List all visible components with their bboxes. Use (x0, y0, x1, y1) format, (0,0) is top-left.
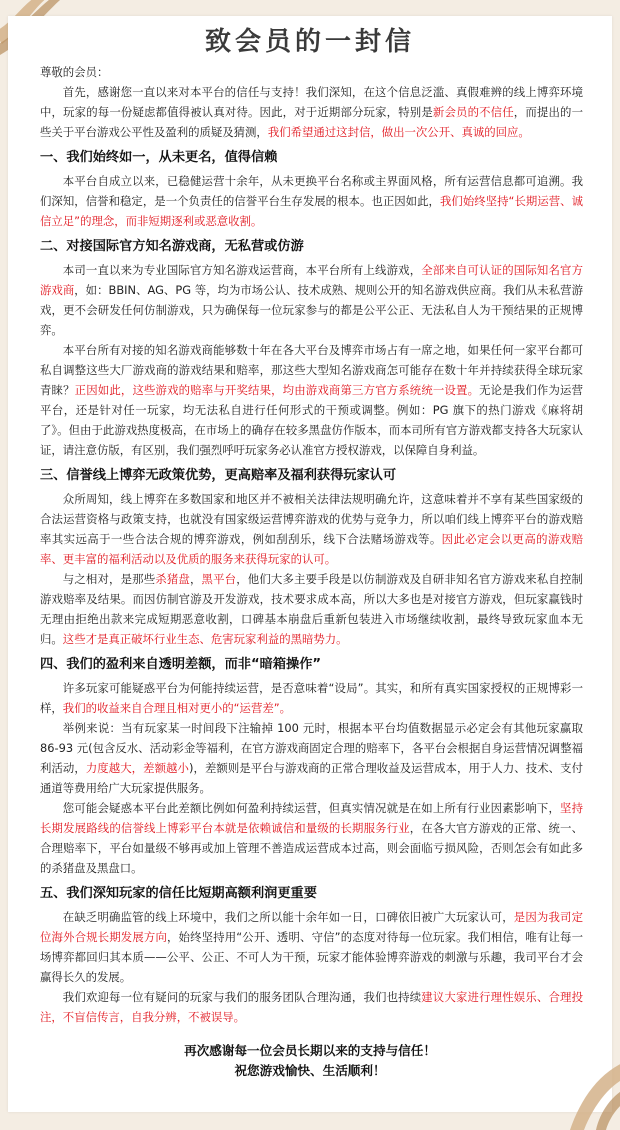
intro-paragraph (40, 82, 583, 142)
body-text: 我们欢迎每一位有疑问的玩家与我们的服务团队合理沟通，我们也持续 (62, 990, 422, 1004)
body-text: 与之相对，是那些 (62, 572, 156, 586)
section-paragraph (40, 907, 583, 987)
highlight-text: 我们始终坚持“长期运营、诚信立足”的理念，而非短期逐利或恶意收割。 (40, 194, 583, 228)
body-text: 许多玩家可能疑惑平台为何能持续运营，是否意味着“设局”。其实，和所有真实国家授权的正规博彩一样， (40, 681, 583, 715)
highlight-text: 是因为我司定位海外合规长期发展方向 (40, 910, 583, 944)
highlight-text: 全部来自可认证的国际知名官方游戏商 (40, 263, 583, 297)
section-heading: 二、对接国际官方知名游戏商，无私营或仿游 (40, 239, 304, 254)
section-paragraph (40, 798, 583, 878)
section-paragraph (40, 171, 583, 231)
section-paragraph (40, 489, 583, 569)
body-text: 您可能会疑惑本平台此差额比例如何盈利持续运营，但真实情况就是在如上所有行业因素影响下， (62, 801, 561, 815)
body-text: ，始终坚持用“公开、透明、守信”的态度对待每一位玩家。我们相信，唯有让每一场博弈都回归其本质——公平、公正、不可人为干预，玩家才能体验博弈游戏的刺激与乐趣，我司平台才会赢得长久的发展。 (40, 930, 583, 984)
section-paragraph (40, 340, 583, 460)
section-heading: 四、我们的盈利来自透明差额，而非“暗箱操作” (40, 657, 322, 672)
highlight-text: 我们希望通过这封信，做出一次公开、真诚的回应。 (267, 125, 530, 139)
body-text: ， (189, 572, 202, 586)
body-text: 本司一直以来为专业国际官方知名游戏运营商，本平台所有上线游戏， (62, 263, 422, 277)
body-text: 在缺乏明确监管的线上环境中，我们之所以能十余年如一日，口碑依旧被广大玩家认可， (62, 910, 514, 924)
section-paragraph (40, 987, 583, 1027)
section-heading: 三、信誉线上博弈无政策优势，更高赔率及福利获得玩家认可 (40, 468, 397, 483)
body-text: 本平台所有对接的知名游戏商能够数十年在各大平台及博弈市场占有一席之地，如果任何一家平台都可私自调整这些大厂游戏商的游戏结果和赔率，那这些大型知名游戏商怎可能存在数十年并持续获得全球玩家青睐？ (40, 343, 583, 397)
body-text: 无论是我们作为运营平台，还是针对任一玩家，均无法私自进行任何形式的干预或调整。例如：PG 旗下的热门游戏《麻将胡了》。但由于此游戏热度极高，在市场上的确存在较多黑盘仿作版本，而本司所有官方游戏都支持各大玩家认证，请注意仿版，有区别，我们强烈呼吁玩家务必认准官方授权游戏，以保障自身利益。 (40, 383, 583, 457)
highlight-text: 我们的收益来自合理且相对更小的“运营差”。 (62, 701, 292, 715)
body-text: ，在各大官方游戏的正常、统一、合理赔率下，平台如量级不够再或加上管理不善造成运营成本过高，则会面临亏损风险，否则怎会有如此多的杀猪盘及黑盘口。 (40, 821, 583, 875)
body-text: ，如：BBIN、AG、PG 等，均为市场公认、技术成熟、规则公开的知名游戏供应商。我们从未私营游戏，更不会研发任何仿制游戏，只为确保每一位玩家参与的都是公平公正、无法私自人为干预结果的正规博弈。 (40, 283, 583, 337)
highlight-text: 杀猪盘 (155, 572, 190, 586)
highlight-text: 这些才是真正破坏行业生态、危害玩家利益的黑暗势力。 (62, 632, 348, 646)
highlight-text: 正因如此，这些游戏的赔率与开奖结果，均由游戏商第三方官方系统统一设置。 (74, 383, 480, 397)
body-text: 众所周知，线上博弈在多数国家和地区并不被相关法律法规明确允许，这意味着并不享有某些国家级的合法运营资格与政策支持，也就没有国家级运营博弈游戏的优势与竞争力，所以咱们线上博弈平台的游戏赔率其实远高于一些合法合规的博弈游戏，例如刮刮乐，线下合法赌场游戏等。 (40, 492, 583, 546)
section-heading: 一、我们始终如一，从未更名，值得信赖 (40, 150, 278, 165)
closing-line-1: 再次感谢每一位会员长期以来的支持与信任！ (184, 1043, 436, 1058)
body-text: ，他们大多主要手段是以仿制游戏及自研非知名官方游戏来私自控制游戏赔率及结果。而因仿制官游及开发游戏，技术要求成本高，所以大多也是对接官方游戏，但玩家赢钱时无理由拒绝出款来完成短期恶意收割，口碑基本崩盘后重新包装进入市场继续收割，最终导致玩家血本无归。 (40, 572, 583, 646)
body-text: 本平台自成立以来，已稳健运营十余年，从未更换平台名称或主界面风格，所有运营信息都可追溯。我们深知，信誉和稳定，是一个负责任的信誉平台生存发展的根本。也正因如此， (40, 174, 583, 208)
body-text: 举例来说：当有玩家某一时间段下注输掉 100 元时，根据本平台均值数据显示必定会有其他玩家赢取 86-93 元(包含反水、活动彩金等福利，在官方游戏商固定合理的赔率下，各平台会根据自身运营情况调整福利活动， (40, 721, 583, 775)
highlight-text: 新会员的不信任 (432, 105, 514, 119)
section-heading: 五、我们深知玩家的信任比短期高额利润更重要 (40, 886, 317, 901)
body-text: ，而提出的一些关于平台游戏公平性及盈利的质疑及猜测， (40, 105, 583, 139)
highlight-text: 因此必定会以更高的游戏赔率、更丰富的福利活动以及优质的服务来获得玩家的认可。 (40, 532, 583, 566)
section-paragraph (40, 678, 583, 718)
greeting: 尊敬的会员： (40, 65, 109, 79)
closing-line-2: 祝您游戏愉快、生活顺利！ (234, 1063, 386, 1078)
sections (40, 147, 583, 1027)
section-paragraph (40, 569, 583, 649)
highlight-text: 黑平台 (201, 572, 237, 586)
body-text: 首先，感谢您一直以来对本平台的信任与支持！我们深知，在这个信息泛滥、真假难辨的线上博弈环境中，玩家的每一份疑虑都值得被认真对待。因此，对于近期部分玩家，特别是 (40, 85, 583, 119)
highlight-text: 坚持长期发展路线的信誉线上博彩平台本就是依赖诚信和量级的长期服务行业 (40, 801, 583, 835)
letter-body (40, 62, 583, 1027)
letter-title: 致会员的一封信 (204, 27, 415, 57)
highlight-text: 建议大家进行理性娱乐、合理投注，不盲信传言，自我分辨，不被误导。 (40, 990, 583, 1024)
section-paragraph (40, 260, 583, 340)
body-text: )，差额则是平台与游戏商的正常合理收益及运营成本，用于人力、技术、支付通道等费用给广大玩家提供服务。 (40, 761, 583, 795)
highlight-text: 力度越大，差额越小 (85, 761, 189, 775)
section-paragraph (40, 718, 583, 798)
